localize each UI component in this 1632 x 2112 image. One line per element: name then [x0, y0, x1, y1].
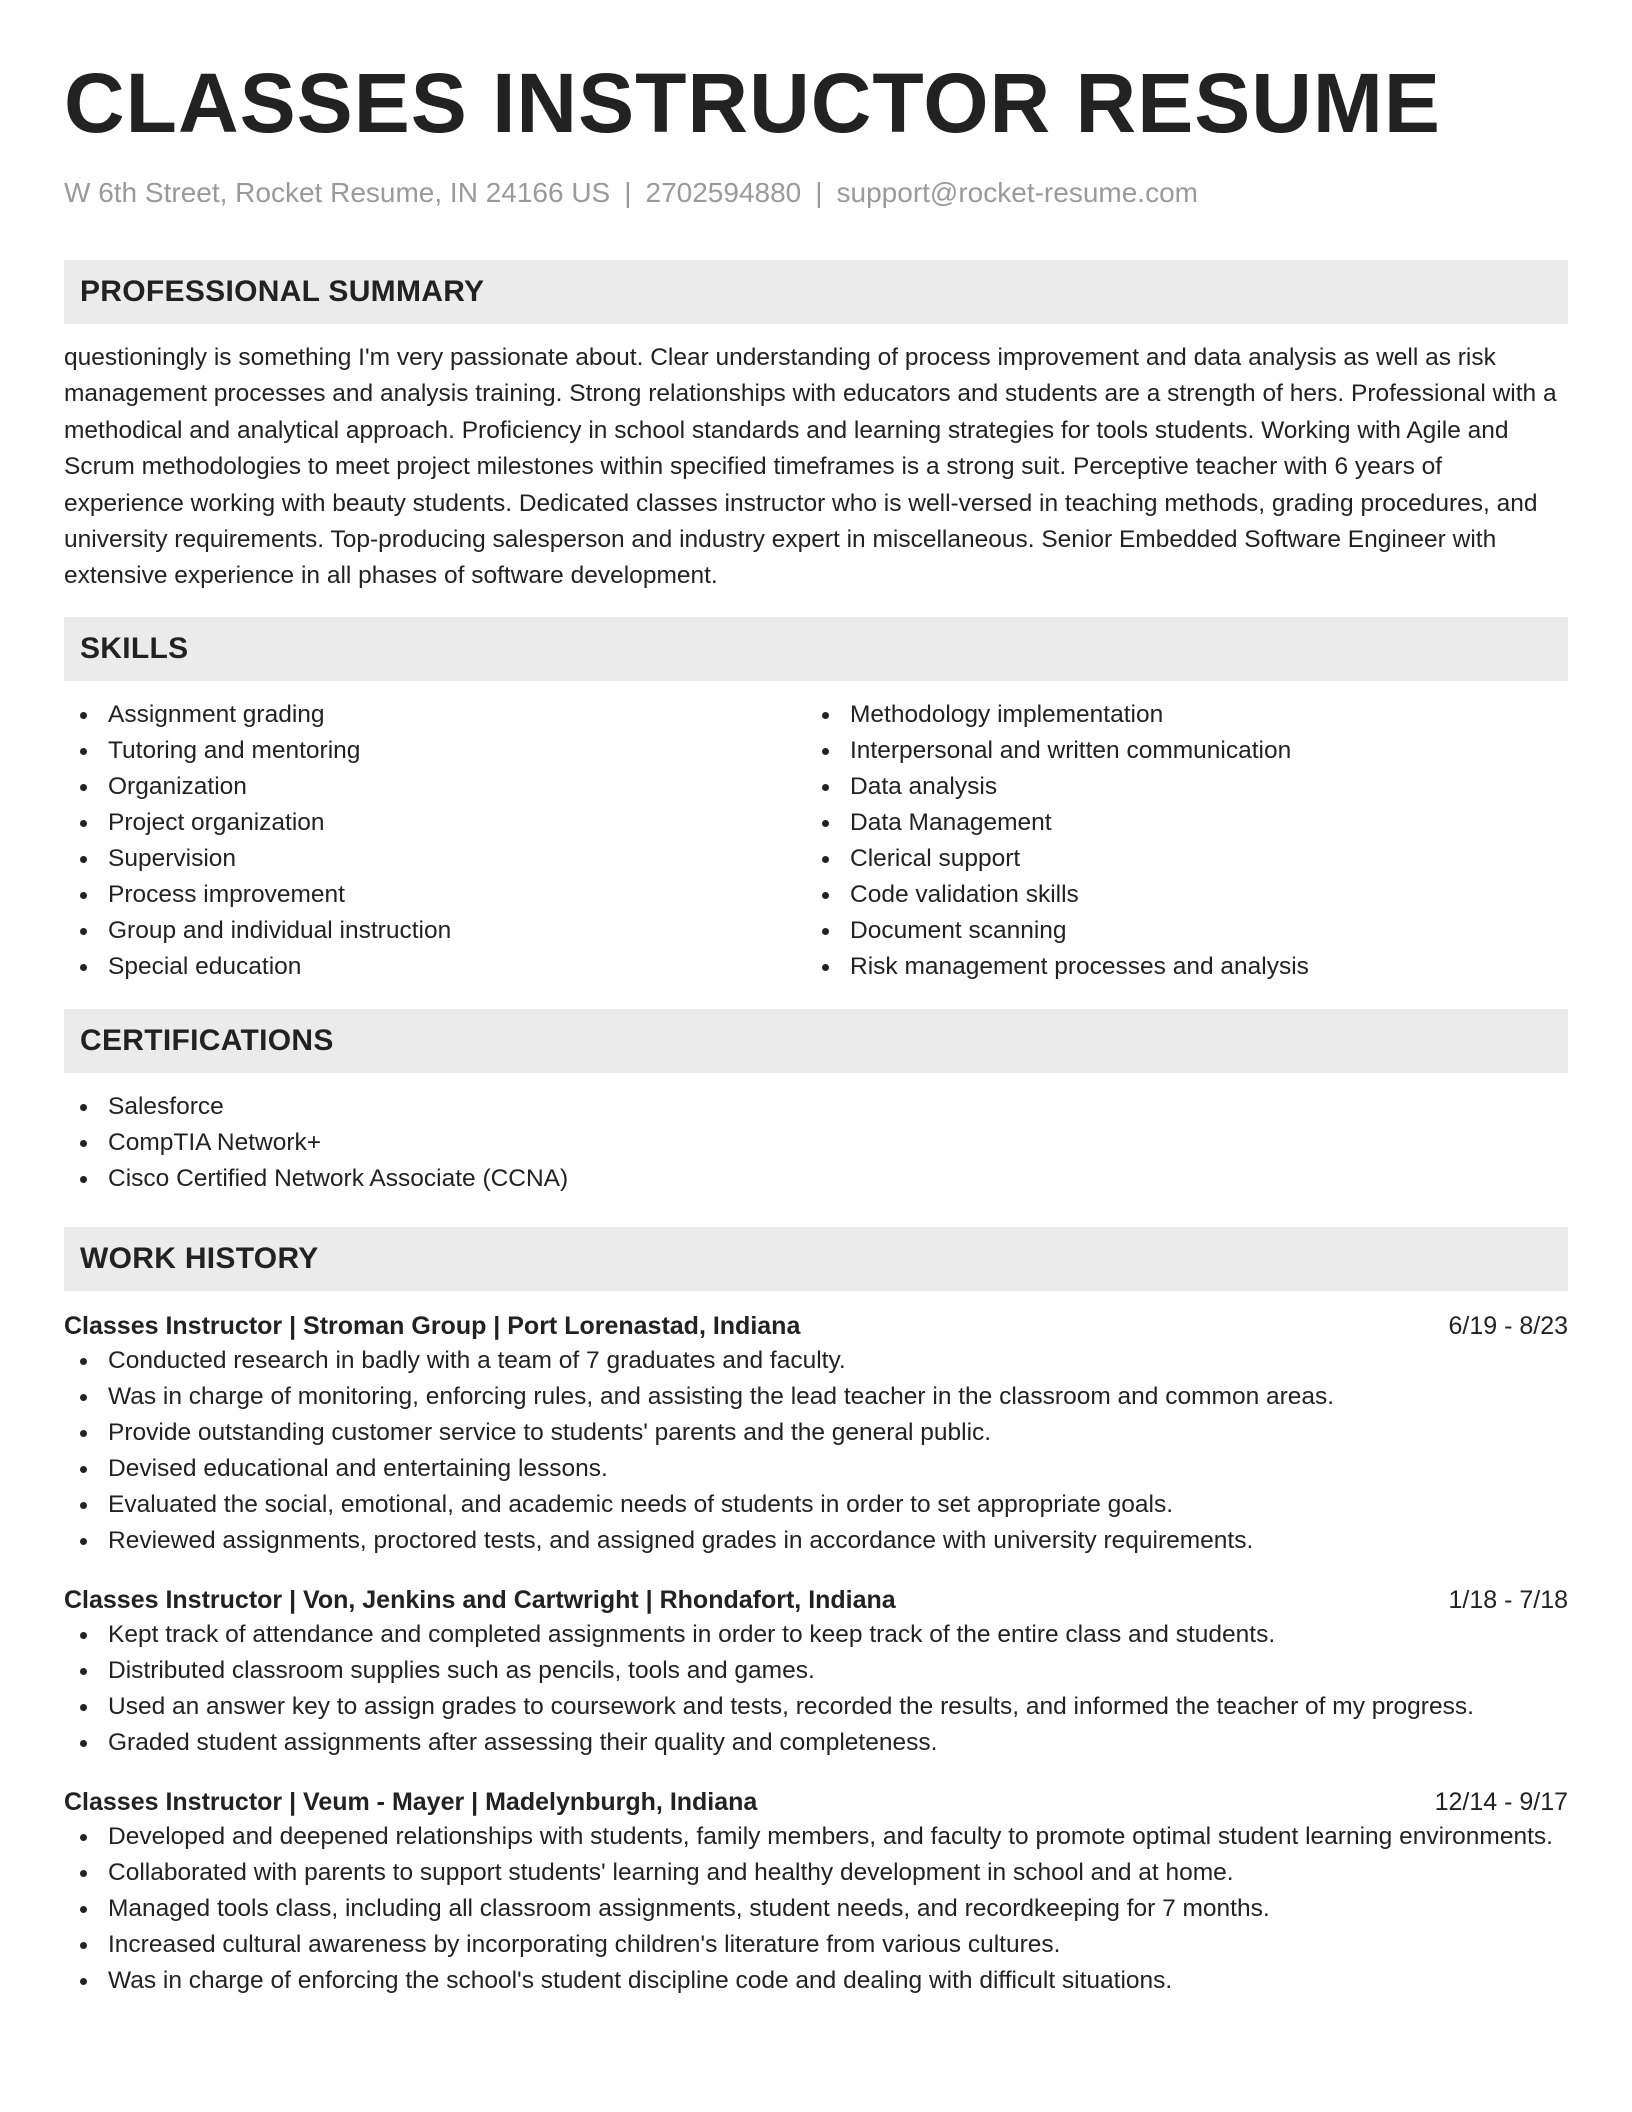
job-header [64, 1785, 1568, 1819]
job-bullet: Conducted research in badly with a team of 7 graduates and faculty. [64, 1343, 1568, 1379]
job-entry [64, 1309, 1568, 1559]
resume-title: CLASSES INSTRUCTOR RESUME [64, 56, 1441, 150]
contact-address: W 6th Street, Rocket Resume, IN 24166 US [64, 177, 611, 208]
certification-item: Salesforce [64, 1089, 1568, 1125]
skill-item: Code validation skills [806, 877, 1548, 913]
job-dates: 1/18 - 7/18 [1448, 1585, 1568, 1614]
skills-list-left [64, 697, 806, 985]
skill-item: Special education [64, 949, 806, 985]
job-bullet: Used an answer key to assign grades to coursework and tests, recorded the results, and informed the teacher of my progress. [64, 1689, 1568, 1725]
skill-item: Organization [64, 769, 806, 805]
skill-item: Interpersonal and written communication [806, 733, 1548, 769]
job-header [64, 1309, 1568, 1343]
skill-item: Tutoring and mentoring [64, 733, 806, 769]
job-bullet: Was in charge of monitoring, enforcing rules, and assisting the lead teacher in the classroom and common areas. [64, 1379, 1568, 1415]
job-entry [64, 1583, 1568, 1761]
job-header [64, 1583, 1568, 1617]
skill-item: Methodology implementation [806, 697, 1548, 733]
job-bullet: Graded student assignments after assessing their quality and completeness. [64, 1725, 1568, 1761]
job-bullet: Increased cultural awareness by incorporating children's literature from various cultures. [64, 1927, 1568, 1963]
skill-item: Project organization [64, 805, 806, 841]
job-dates: 6/19 - 8/23 [1448, 1311, 1568, 1340]
job-bullets [64, 1819, 1568, 1999]
job-bullet: Kept track of attendance and completed assignments in order to keep track of the entire class and students. [64, 1617, 1568, 1653]
contact-line [64, 176, 1568, 210]
job-bullet: Devised educational and entertaining lessons. [64, 1451, 1568, 1487]
job-bullets [64, 1343, 1568, 1559]
skill-item: Risk management processes and analysis [806, 949, 1548, 985]
job-bullet: Developed and deepened relationships with students, family members, and faculty to promote optimal student learning environments. [64, 1819, 1568, 1855]
job-bullet: Distributed classroom supplies such as pencils, tools and games. [64, 1653, 1568, 1689]
skill-item: Data analysis [806, 769, 1548, 805]
job-bullet: Managed tools class, including all classroom assignments, student needs, and recordkeeping for 7 months. [64, 1891, 1568, 1927]
skills-heading: SKILLS [64, 617, 1568, 681]
summary-text: questioningly is something I'm very passionate about. Clear understanding of process improvement and data analysis as well as risk management processes and analysis training. Strong relationships with educators and students are a strength of hers. Professional with a methodical and analytical approach. Proficiency in school standards and learning strategies for tools students. Working with Agile and Scrum methodologies to meet project milestones within specified timeframes is a strong suit. Perceptive teacher with 6 years of experience working with beauty students. Dedicated classes instructor who is well-versed in teaching methods, grading procedures, and university requirements. Top-producing salesperson and industry expert in miscellaneous. Senior Embedded Software Engineer with extensive experience in all phases of software development. [64, 344, 1557, 590]
skill-item: Data Management [806, 805, 1548, 841]
job-bullet: Collaborated with parents to support students' learning and healthy development in school and at home. [64, 1855, 1568, 1891]
contact-email: support@rocket-resume.com [836, 177, 1198, 208]
skill-item: Group and individual instruction [64, 913, 806, 949]
job-dates: 12/14 - 9/17 [1434, 1787, 1568, 1816]
certification-item: Cisco Certified Network Associate (CCNA) [64, 1161, 1568, 1197]
certifications-list [64, 1089, 1568, 1197]
contact-separator: | [624, 177, 632, 208]
certification-item: CompTIA Network+ [64, 1125, 1568, 1161]
job-entry [64, 1785, 1568, 1999]
contact-separator: | [815, 177, 823, 208]
skill-item: Assignment grading [64, 697, 806, 733]
skills-column-right [806, 697, 1548, 985]
certifications-heading: CERTIFICATIONS [64, 1009, 1568, 1073]
job-title: Classes Instructor | Stroman Group | Port Lorenastad, Indiana [64, 1311, 801, 1340]
skill-item: Supervision [64, 841, 806, 877]
job-bullet: Reviewed assignments, proctored tests, and assigned grades in accordance with university requirements. [64, 1523, 1568, 1559]
job-bullets [64, 1617, 1568, 1761]
job-title: Classes Instructor | Veum - Mayer | Madelynburgh, Indiana [64, 1787, 758, 1816]
job-bullet: Was in charge of enforcing the school's student discipline code and dealing with difficult situations. [64, 1963, 1568, 1999]
skills-grid [64, 697, 1568, 985]
job-bullet: Evaluated the social, emotional, and academic needs of students in order to set appropriate goals. [64, 1487, 1568, 1523]
job-title: Classes Instructor | Von, Jenkins and Cartwright | Rhondafort, Indiana [64, 1585, 896, 1614]
skill-item: Document scanning [806, 913, 1548, 949]
skill-item: Clerical support [806, 841, 1548, 877]
skills-column-left [64, 697, 806, 985]
summary-heading: PROFESSIONAL SUMMARY [64, 260, 1568, 324]
job-bullet: Provide outstanding customer service to students' parents and the general public. [64, 1415, 1568, 1451]
contact-phone: 2702594880 [645, 177, 802, 208]
skill-item: Process improvement [64, 877, 806, 913]
skills-list-right [806, 697, 1548, 985]
work-history-heading: WORK HISTORY [64, 1227, 1568, 1291]
